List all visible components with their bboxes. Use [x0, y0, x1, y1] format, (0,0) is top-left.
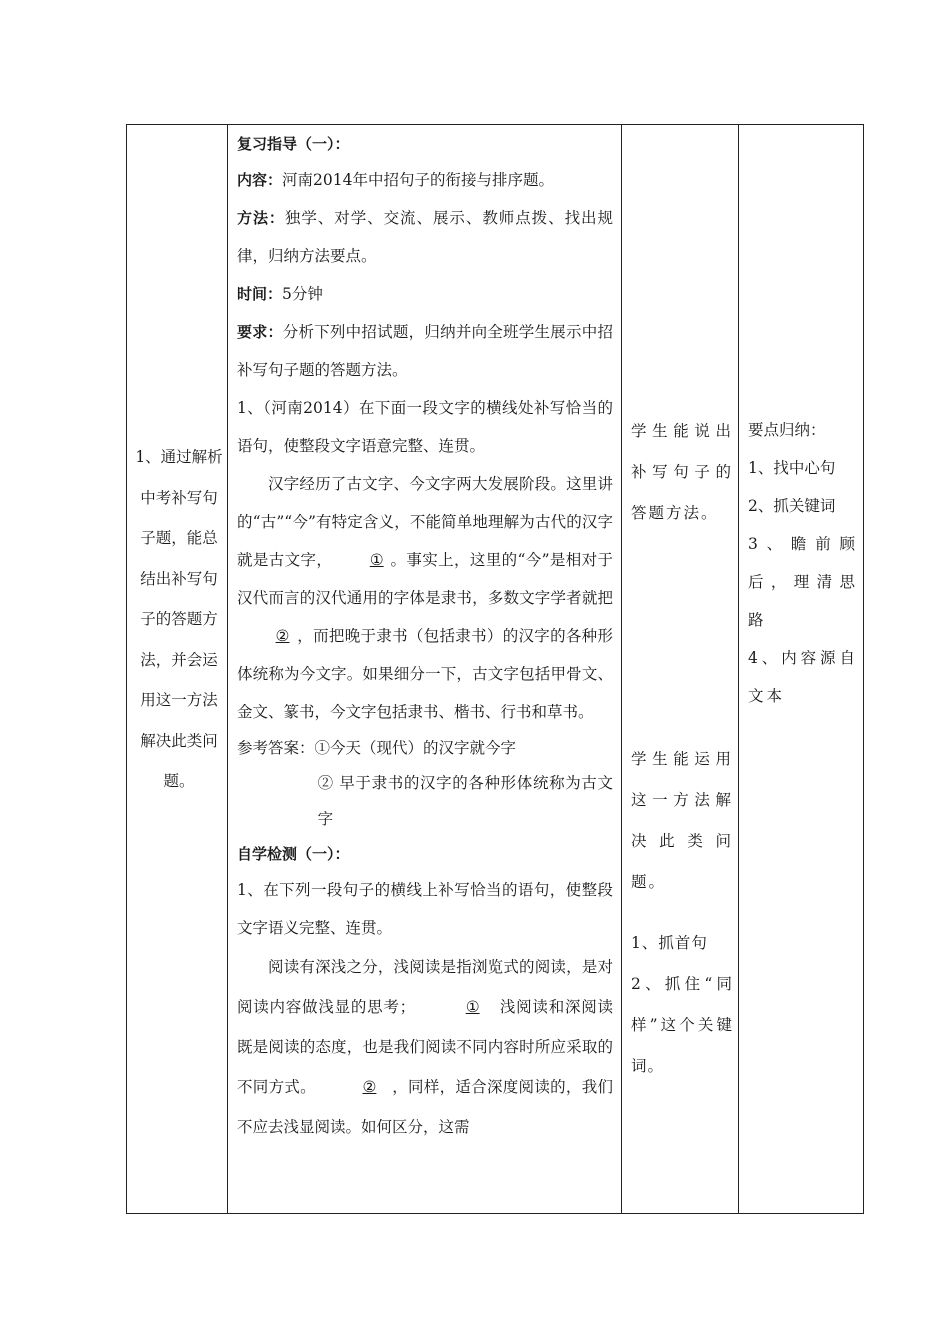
- student-note-1: 学生能说出补写句子的答题方法。: [631, 422, 733, 522]
- selftest-passage: 阅读有深浅之分，浅阅读是指浏览式的阅读，是对阅读内容做浅显的思考； ① 浅阅读和深阅读既是阅读的态度，也是我们阅读不同内容时所应采取的不同方式。 ② ，同样，适合深度阅读的，我们不应去浅显阅读。如何区分，这需: [237, 958, 613, 1136]
- review-content: 内容：河南2014年中招句子的衔接与排序题。: [237, 171, 554, 189]
- review-requirement: 要求：分析下列中招试题，归纳并向全班学生展示中招补写句子题的答题方法。: [237, 323, 613, 379]
- summary-title: 要点归纳：: [748, 421, 826, 439]
- selftest-heading: 自学检测（一）：: [237, 845, 350, 863]
- summary-item-3: 3、瞻前顾后，理清思路: [748, 535, 858, 629]
- review-time: 时间：5分钟: [237, 285, 323, 303]
- summary-column: [739, 125, 863, 1213]
- selftest-blank-2: ②: [362, 1078, 377, 1096]
- student-column: [622, 125, 738, 1213]
- question-1-passage: 汉字经历了古文字、今文字两大发展阶段。这里讲的“古”“今”有特定含义，不能简单地理解为古代的汉字就是古文字， ① 。事实上，这里的“今”是相对于汉代而言的汉代通用的字体是隶书，多数文字学者就把② ，而把晚于隶书（包括隶书）的汉字的各种形体统称为今文字。如果细分一下，古文字包括甲骨文、金文、篆书，今文字包括隶书、楷书、行书和草书。: [237, 475, 613, 721]
- summary-item-4: 4、内容源自文本: [748, 649, 858, 705]
- selftest-blank-1: ①: [465, 998, 480, 1016]
- review-heading: 复习指导（一）：: [237, 135, 350, 153]
- blank-1: ①: [369, 551, 384, 569]
- summary-item-1: 1、找中心句: [748, 459, 836, 477]
- answer-line-2: ② 早于隶书的汉字的各种形体统称为古文字: [317, 774, 613, 828]
- blank-2: ②: [275, 627, 290, 645]
- summary-points: [748, 411, 858, 715]
- answer-line-1: 参考答案：①今天（现代）的汉字就今字: [237, 739, 517, 757]
- review-method: 方法：独学、对学、交流、展示、教师点拨、找出规律，归纳方法要点。: [237, 209, 613, 265]
- goal-column: [127, 125, 227, 1213]
- summary-item-2: 2、抓关键词: [748, 497, 836, 515]
- lesson-table: [126, 124, 864, 1214]
- selftest-prompt: 1、在下列一段句子的横线上补写恰当的语句，使整段文字语义完整、连贯。: [237, 881, 613, 937]
- content-column: [228, 125, 621, 1213]
- student-note-3: 1、抓首句 2、抓住“同样”这个关键词。: [631, 934, 733, 1075]
- student-note-2: 学生能运用这一方法解决此类问题。: [631, 750, 733, 891]
- question-1-prompt: 1、（河南2014）在下面一段文字的横线处补写恰当的语句，使整段文字语意完整、连贯。: [237, 399, 613, 455]
- learning-goal: 1、通过解析中考补写句子题，能总结出补写句子的答题方法，并会运用这一方法解决此类问题。: [135, 448, 223, 790]
